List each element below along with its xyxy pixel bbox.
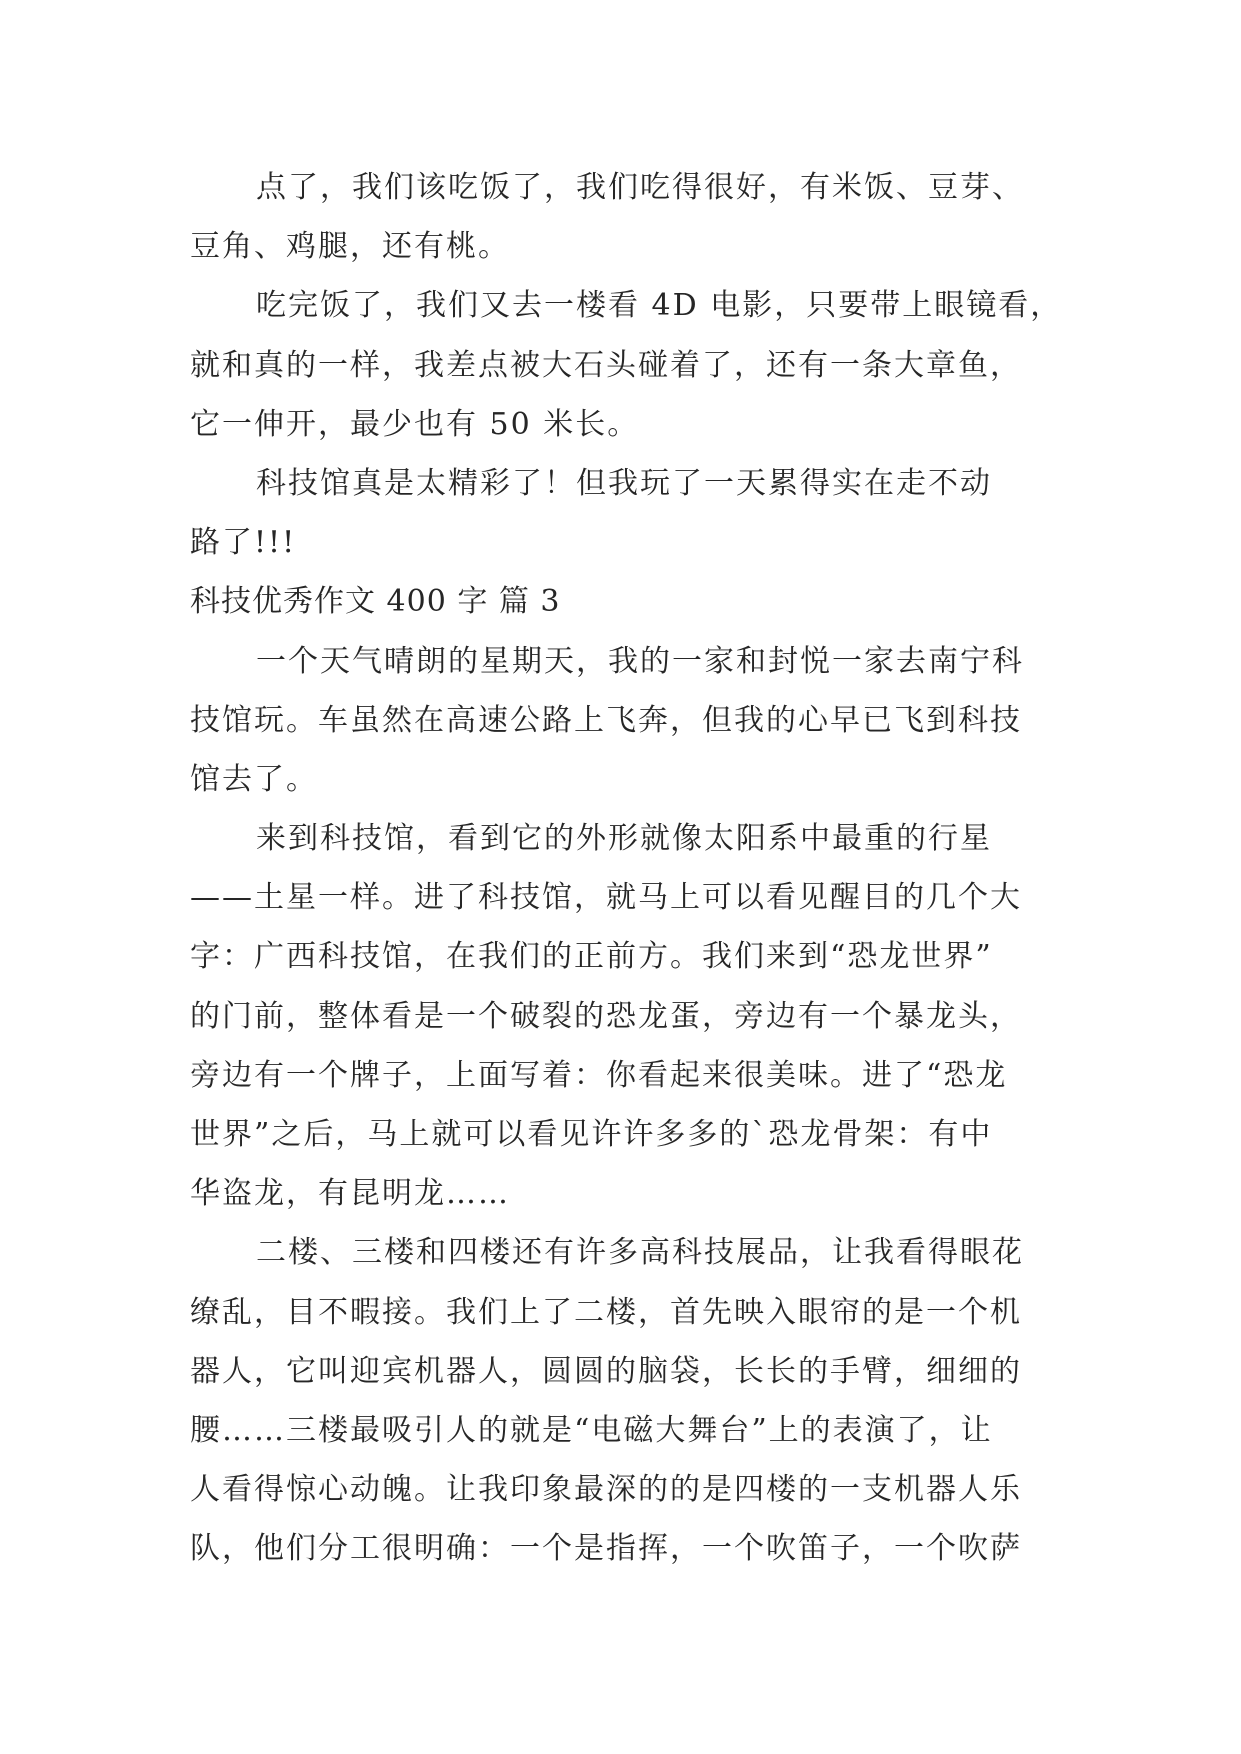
text-line: 字：广西科技馆，在我们的正前方。我们来到“恐龙世界” xyxy=(190,939,993,975)
text-line: 来到科技馆，看到它的外形就像太阳系中最重的行星 xyxy=(256,821,992,857)
essay-body xyxy=(190,158,1070,1579)
text-line: 队，他们分工很明确：一个是指挥，一个吹笛子，一个吹萨 xyxy=(190,1531,1022,1567)
text-line: 人看得惊心动魄。让我印象最深的的是四楼的一支机器人乐 xyxy=(190,1472,1022,1508)
text-line: 二楼、三楼和四楼还有许多高科技展品，让我看得眼花 xyxy=(256,1235,1024,1271)
text-line: 吃完饭了，我们又去一楼看 4D 电影，只要带上眼镜看， xyxy=(256,288,1063,324)
text-line: 缭乱，目不暇接。我们上了二楼，首先映入眼帘的是一个机 xyxy=(190,1294,1022,1330)
text-line: 它一伸开，最少也有 50 米长。 xyxy=(190,406,640,442)
section-heading: 科技优秀作文 400 字 篇 3 xyxy=(190,584,561,620)
text-line: 豆角、鸡腿，还有桃。 xyxy=(190,229,510,265)
text-line: 旁边有一个牌子，上面写着：你看起来很美味。进了“恐龙 xyxy=(190,1057,1008,1093)
text-line: 器人，它叫迎宾机器人，圆圆的脑袋，长长的手臂，细细的 xyxy=(190,1353,1022,1389)
text-line: 馆去了。 xyxy=(190,761,318,797)
text-line: ——土星一样。进了科技馆，就马上可以看见醒目的几个大 xyxy=(190,880,1022,916)
text-line: 就和真的一样，我差点被大石头碰着了，还有一条大章鱼， xyxy=(190,347,1022,383)
text-line: 点了，我们该吃饭了，我们吃得很好，有米饭、豆芽、 xyxy=(256,170,1024,205)
text-line: 路了!!! xyxy=(190,525,297,561)
text-line: 的门前，整体看是一个破裂的恐龙蛋，旁边有一个暴龙头， xyxy=(190,998,1022,1034)
text-line: 科技馆真是太精彩了！但我玩了一天累得实在走不动 xyxy=(256,465,992,501)
text-line: 华盗龙，有昆明龙…… xyxy=(190,1176,510,1212)
text-line: 世界”之后，马上就可以看见许许多多的`恐龙骨架：有中 xyxy=(190,1117,993,1152)
text-line: 一个天气晴朗的星期天，我的一家和封悦一家去南宁科 xyxy=(256,643,1024,679)
text-line: 腰……三楼最吸引人的就是“电磁大舞台”上的表演了，让 xyxy=(190,1412,993,1448)
text-line: 技馆玩。车虽然在高速公路上飞奔，但我的心早已飞到科技 xyxy=(190,702,1022,738)
